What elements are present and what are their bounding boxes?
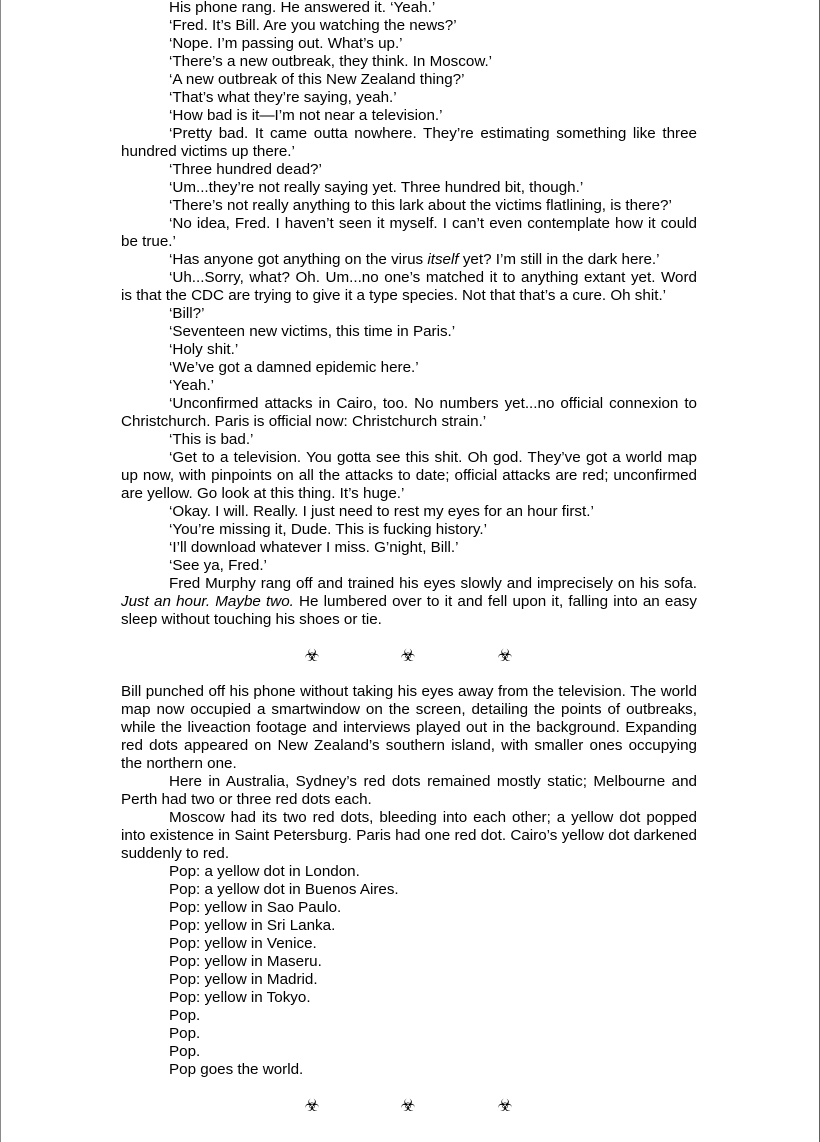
- paragraph: [121, 917, 697, 935]
- text-run: Pop.: [169, 1007, 201, 1024]
- text-run: ‘We’ve got a damned epidemic here.’: [169, 359, 419, 376]
- paragraph: [121, 395, 697, 431]
- italic-text: itself: [427, 251, 459, 268]
- biohazard-icon: ☣: [497, 1096, 513, 1116]
- text-run: ‘Yeah.’: [169, 377, 215, 394]
- paragraph: [121, 1025, 697, 1043]
- text-run: ‘Uh...Sorry, what? Oh. Um...no one’s matched it to anything extant yet. Word is that the CDC are trying to give it a type species. Not that that’s a cure. Oh shit.’: [121, 269, 697, 304]
- paragraph: [121, 431, 697, 449]
- paragraph: [121, 953, 697, 971]
- text-run: yet? I’m still in the dark here.’: [458, 251, 660, 268]
- text-run: ‘Okay. I will. Really. I just need to rest my eyes for an hour first.’: [169, 503, 594, 520]
- paragraph: [121, 989, 697, 1007]
- paragraph: [121, 341, 697, 359]
- section-divider: [121, 1097, 697, 1115]
- text-run: ‘Um...they’re not really saying yet. Three hundred bit, though.’: [169, 179, 584, 196]
- text-run: ‘This is bad.’: [169, 431, 254, 448]
- text-run: Pop: yellow in Tokyo.: [169, 989, 311, 1006]
- biohazard-icon: ☣: [400, 1096, 416, 1116]
- section-divider: [121, 647, 697, 665]
- paragraph: [121, 179, 697, 197]
- text-run: Pop: a yellow dot in Buenos Aires.: [169, 881, 399, 898]
- text-run: ‘Three hundred dead?’: [169, 161, 322, 178]
- text-run: ‘There’s a new outbreak, they think. In Moscow.’: [169, 53, 493, 70]
- text-run: ‘Nope. I’m passing out. What’s up.’: [169, 35, 403, 52]
- text-run: Pop goes the world.: [169, 1061, 304, 1078]
- biohazard-icon: ☣: [304, 1096, 320, 1116]
- text-run: ‘Get to a television. You gotta see this shit. Oh god. They’ve got a world map up now, with pinpoints on all the attacks to date; official attacks are red; unconfirmed are yellow. Go look at this thing. It’s huge.’: [121, 449, 697, 502]
- text-run: ‘There’s not really anything to this lark about the victims flatlining, is there?’: [169, 197, 672, 214]
- text-run: ‘Has anyone got anything on the virus: [169, 251, 428, 268]
- text-run: Pop: a yellow dot in London.: [169, 863, 360, 880]
- paragraph: [121, 899, 697, 917]
- text-run: Pop: yellow in Sao Paulo.: [169, 899, 342, 916]
- paragraph: [121, 107, 697, 125]
- paragraph: [121, 17, 697, 35]
- italic-text: Just an hour. Maybe two.: [121, 593, 294, 610]
- paragraph: [121, 863, 697, 881]
- text-run: ‘Bill?’: [169, 305, 205, 322]
- text-run: ‘A new outbreak of this New Zealand thing?’: [169, 71, 465, 88]
- section-phone-call: [121, 0, 697, 629]
- paragraph: [121, 683, 697, 773]
- paragraph: [121, 935, 697, 953]
- text-run: ‘I’ll download whatever I miss. G’night, Bill.’: [169, 539, 459, 556]
- paragraph: [121, 269, 697, 305]
- paragraph: [121, 161, 697, 179]
- paragraph: [121, 449, 697, 503]
- paragraph: [121, 0, 697, 17]
- text-run: ‘Unconfirmed attacks in Cairo, too. No numbers yet...no official connexion to Christchurch. Paris is official now: Christchurch strain.’: [121, 395, 697, 430]
- paragraph: [121, 305, 697, 323]
- paragraph: [121, 53, 697, 71]
- text-run: ‘See ya, Fred.’: [169, 557, 267, 574]
- paragraph: [121, 539, 697, 557]
- biohazard-icon: ☣: [304, 646, 320, 666]
- text-run: Here in Australia, Sydney’s red dots remained mostly static; Melbourne and Perth had two or three red dots each.: [121, 773, 697, 808]
- text-run: Moscow had its two red dots, bleeding into each other; a yellow dot popped into existence in Saint Petersburg. Paris had one red dot. Cairo’s yellow dot darkened suddenly to red.: [121, 809, 697, 862]
- paragraph: [121, 377, 697, 395]
- page-edge-left: [0, 0, 1, 1142]
- paragraph: [121, 125, 697, 161]
- paragraph: [121, 89, 697, 107]
- paragraph: [121, 251, 697, 269]
- paragraph: [121, 1007, 697, 1025]
- text-run: ‘Seventeen new victims, this time in Paris.’: [169, 323, 456, 340]
- text-run: ‘No idea, Fred. I haven’t seen it myself. I can’t even contemplate how it could be true.’: [121, 215, 697, 250]
- text-run: Pop: yellow in Maseru.: [169, 953, 322, 970]
- text-run: Fred Murphy rang off and trained his eyes slowly and imprecisely on his sofa.: [169, 575, 697, 592]
- text-run: ‘Pretty bad. It came outta nowhere. They’re estimating something like three hundred victims up there.’: [121, 125, 697, 160]
- paragraph: [121, 575, 697, 629]
- paragraph: [121, 215, 697, 251]
- paragraph: [121, 521, 697, 539]
- paragraph: [121, 881, 697, 899]
- paragraph: [121, 71, 697, 89]
- text-run: Bill punched off his phone without taking his eyes away from the television. The world map now occupied a smartwindow on the screen, detailing the points of outbreaks, while the liveaction footage and interviews played out in the background. Expanding red dots appeared on New Zealand’s southern island, with smaller ones occupying the northern one.: [121, 683, 697, 772]
- text-run: ‘How bad is it—I’m not near a television.’: [169, 107, 443, 124]
- text-run: Pop.: [169, 1025, 201, 1042]
- paragraph: [121, 359, 697, 377]
- paragraph: [121, 557, 697, 575]
- text-run: ‘Holy shit.’: [169, 341, 239, 358]
- document-body: [121, 0, 697, 1115]
- paragraph: [121, 197, 697, 215]
- text-run: Pop.: [169, 1043, 201, 1060]
- paragraph: [121, 1043, 697, 1061]
- text-run: His phone rang. He answered it. ‘Yeah.’: [169, 0, 436, 16]
- paragraph: [121, 773, 697, 809]
- biohazard-icon: ☣: [497, 646, 513, 666]
- text-run: Pop: yellow in Sri Lanka.: [169, 917, 336, 934]
- paragraph: [121, 1061, 697, 1079]
- paragraph: [121, 809, 697, 863]
- paragraph: [121, 35, 697, 53]
- section-world-map: [121, 683, 697, 1079]
- text-run: ‘You’re missing it, Dude. This is fucking history.’: [169, 521, 487, 538]
- paragraph: [121, 323, 697, 341]
- text-run: ‘Fred. It’s Bill. Are you watching the news?’: [169, 17, 457, 34]
- text-run: ‘That’s what they’re saying, yeah.’: [169, 89, 397, 106]
- paragraph: [121, 503, 697, 521]
- text-run: Pop: yellow in Madrid.: [169, 971, 318, 988]
- paragraph: [121, 971, 697, 989]
- biohazard-icon: ☣: [400, 646, 416, 666]
- text-run: Pop: yellow in Venice.: [169, 935, 317, 952]
- text-run: He lumbered over to it and fell upon it, falling into an easy sleep without touching his shoes or tie.: [121, 593, 697, 628]
